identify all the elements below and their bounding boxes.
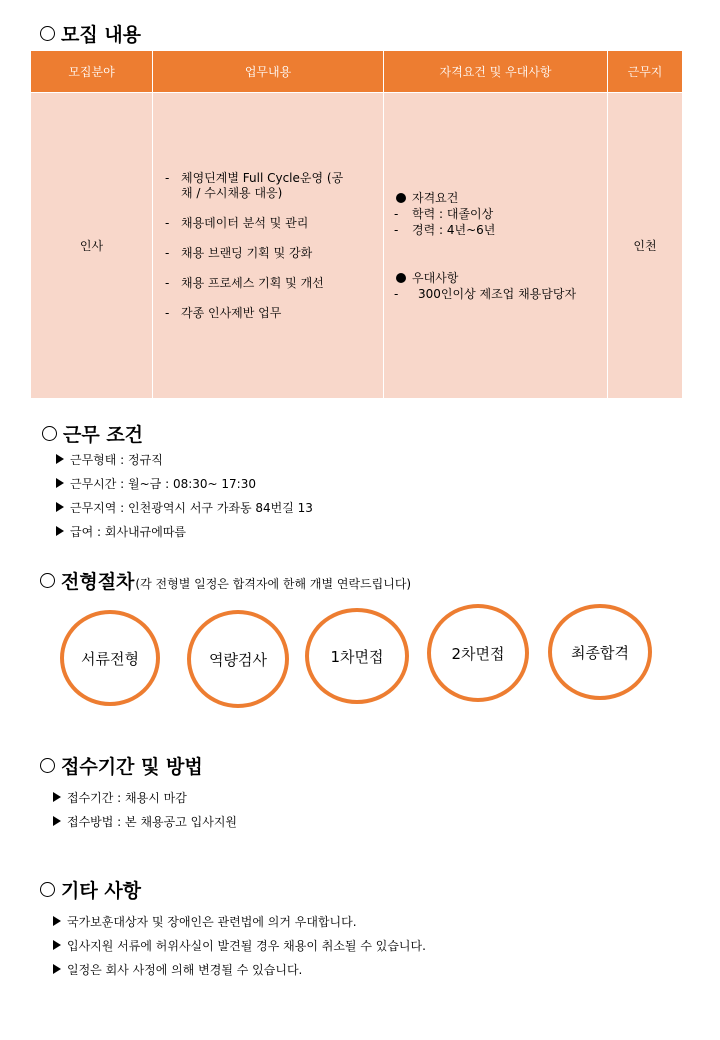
circle-icon: [42, 426, 57, 441]
process-step-1: 서류전형: [60, 610, 160, 706]
circle-icon: [40, 758, 55, 773]
duty-item: - 체영딘계별 Full Cycle운영 (공채 / 수시채용 대응): [165, 171, 351, 201]
requirements-title: 자격요건: [412, 190, 459, 205]
header-requirements: 자격요건 및 우대사항: [384, 51, 608, 93]
duty-list: [153, 171, 383, 321]
triangle-bullet-icon: [53, 940, 61, 950]
list-item: [53, 785, 237, 809]
list-item: [56, 495, 313, 519]
bullet-dot-icon: [396, 193, 406, 203]
triangle-bullet-icon: [53, 816, 61, 826]
list-item-text: 일정은 회사 사정에 의해 변경될 수 있습니다.: [67, 962, 303, 977]
triangle-bullet-icon: [53, 964, 61, 974]
requirement-item: - 학력 : 대졸이상: [394, 206, 494, 221]
process-step-4: 2차면접: [427, 604, 529, 702]
cell-requirements: [384, 93, 608, 399]
list-item: [53, 909, 426, 933]
list-item-text: 근무형태 : 정규직: [70, 452, 163, 467]
preferred-heading: [394, 270, 607, 286]
list-item-text: 급여 : 회사내규에따름: [70, 524, 187, 539]
application-section-title: [40, 752, 203, 779]
duty-item: - 채용데이터 분석 및 관리: [165, 216, 383, 231]
table-header-row: [31, 51, 683, 93]
conditions-list: [56, 447, 313, 543]
cell-duties: [153, 93, 384, 399]
circle-icon: [40, 573, 55, 588]
process-note: (각 전형별 일정은 합격자에 한해 개별 연락드립니다): [135, 577, 412, 591]
bullet-dot-icon: [396, 273, 406, 283]
list-item: [56, 519, 313, 543]
list-item: [56, 447, 313, 471]
etc-list: [53, 909, 426, 981]
triangle-bullet-icon: [56, 502, 64, 512]
preferred-text: 300인이상 제조업 채용담당자: [418, 286, 577, 301]
list-item: [53, 957, 426, 981]
requirement-text: 경력 : 4년~6년: [412, 222, 496, 237]
header-location: 근무지: [608, 51, 683, 93]
triangle-bullet-icon: [56, 526, 64, 536]
list-item-text: 근무지역 : 인천광역시 서구 가좌동 84번길 13: [70, 500, 313, 515]
cell-field: 인사: [31, 93, 153, 399]
triangle-bullet-icon: [53, 916, 61, 926]
duty-item: - 채용 프로세스 기획 및 개선: [165, 276, 383, 291]
triangle-bullet-icon: [56, 478, 64, 488]
requirements-heading: [394, 190, 607, 206]
circle-icon: [40, 882, 55, 897]
conditions-section-title: [42, 420, 143, 447]
process-title-text: 전형절차: [61, 571, 135, 593]
list-item: [53, 933, 426, 957]
recruit-table: [30, 50, 683, 399]
list-item-text: 국가보훈대상자 및 장애인은 관련법에 의거 우대합니다.: [67, 914, 357, 929]
preferred-item: - 300인이상 제조업 채용담당자: [394, 286, 577, 301]
cell-location: 인천: [608, 93, 683, 399]
circle-icon: [40, 26, 55, 41]
triangle-bullet-icon: [53, 792, 61, 802]
triangle-bullet-icon: [56, 454, 64, 464]
table-row: [31, 93, 683, 399]
duty-item: - 각종 인사제반 업무: [165, 306, 383, 321]
qualifications: [384, 190, 607, 302]
list-item-text: 접수기간 : 채용시 마감: [67, 790, 187, 805]
duty-item: - 채용 브랜딩 기획 및 강화: [165, 246, 383, 261]
process-step-5: 최종합격: [548, 604, 652, 700]
etc-section-title: [40, 876, 141, 903]
application-title-text: 접수기간 및 방법: [61, 756, 203, 778]
recruit-section-title: [40, 20, 141, 47]
preferred-title: 우대사항: [412, 270, 459, 285]
conditions-title-text: 근무 조건: [63, 424, 144, 446]
list-item-text: 접수방법 : 본 채용공고 입사지원: [67, 814, 237, 829]
requirement-text: 학력 : 대졸이상: [412, 206, 494, 221]
requirement-item: - 경력 : 4년~6년: [394, 222, 496, 237]
list-item: [56, 471, 313, 495]
list-item-text: 근무시간 : 월~금 : 08:30~ 17:30: [70, 476, 256, 491]
process-section-title: [40, 567, 411, 594]
recruit-title-text: 모집 내용: [61, 24, 142, 46]
header-duties: 업무내용: [153, 51, 384, 93]
list-item: [53, 809, 237, 833]
header-field: 모집분야: [31, 51, 153, 93]
list-item-text: 입사지원 서류에 허위사실이 발견될 경우 채용이 취소될 수 있습니다.: [67, 938, 426, 953]
etc-title-text: 기타 사항: [61, 880, 142, 902]
process-step-2: 역량검사: [187, 610, 289, 708]
application-list: [53, 785, 237, 833]
process-step-3: 1차면접: [305, 608, 409, 704]
